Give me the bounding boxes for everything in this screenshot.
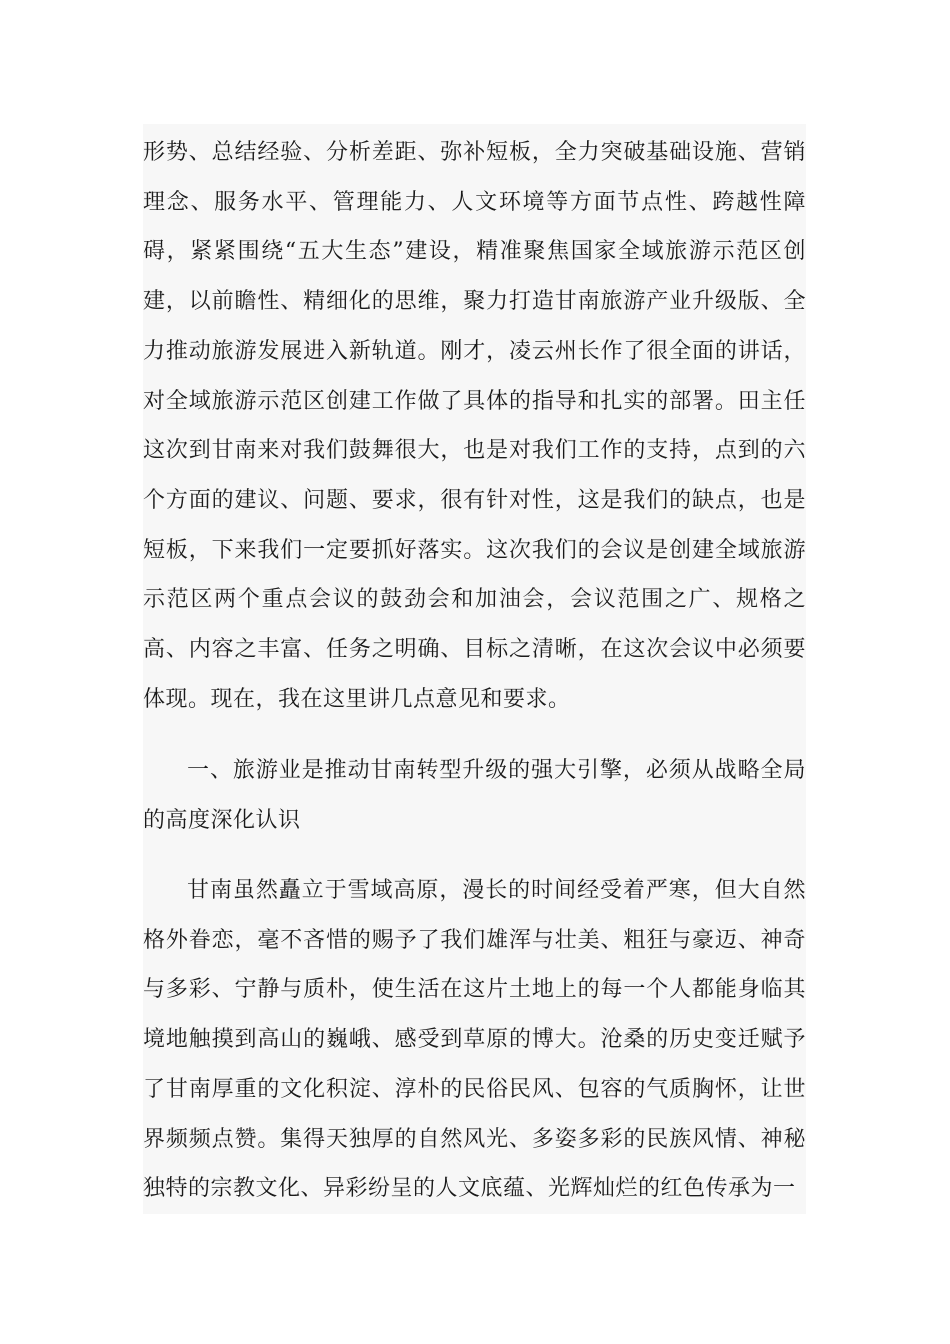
body-paragraph-gannan: 甘南虽然矗立于雪域高原，漫长的时间经受着严寒，但大自然格外眷恋，毫不吝惜的赐予了我们雄浑与壮美、粗狂与豪迈、神奇与多彩、宁静与质朴，使生活在这片土地上的每一个人都能身临其境地触摸到高山的巍峨、感受到草原的博大。沧桑的历史变迁赋予了甘南厚重的文化积淀、淳朴的民俗民风、包容的气质胸怀，让世界频频点赞。集得天独厚的自然风光、多姿多彩的民族风情、神秘独特的宗教文化、异彩纷呈的人文底蕴、光辉灿烂的红色传承为一 bbox=[143, 878, 806, 1202]
section-heading-one: 一、旅游业是推动甘南转型升级的强大引擎，必须从战略全局的高度深化认识 bbox=[143, 758, 806, 833]
body-paragraph-intro: 形势、总结经验、分析差距、弥补短板，全力突破基础设施、营销理念、服务水平、管理能力、人文环境等方面节点性、跨越性障碍，紧紧围绕“五大生态”建设，精准聚焦国家全域旅游示范区创建，以前瞻性、精细化的思维，聚力打造甘南旅游产业升级版、全力推动旅游发展进入新轨道。刚才，凌云州长作了很全面的讲话，对全域旅游示范区创建工作做了具体的指导和扎实的部署。田主任这次到甘南来对我们鼓舞很大，也是对我们工作的支持，点到的六个方面的建议、问题、要求，很有针对性，这是我们的缺点，也是短板，下来我们一定要抓好落实。这次我们的会议是创建全域旅游示范区两个重点会议的鼓劲会和加油会，会议范围之广、规格之高、内容之丰富、任务之明确、目标之清晰，在这次会议中必须要体现。现在，我在这里讲几点意见和要求。 bbox=[143, 140, 806, 712]
